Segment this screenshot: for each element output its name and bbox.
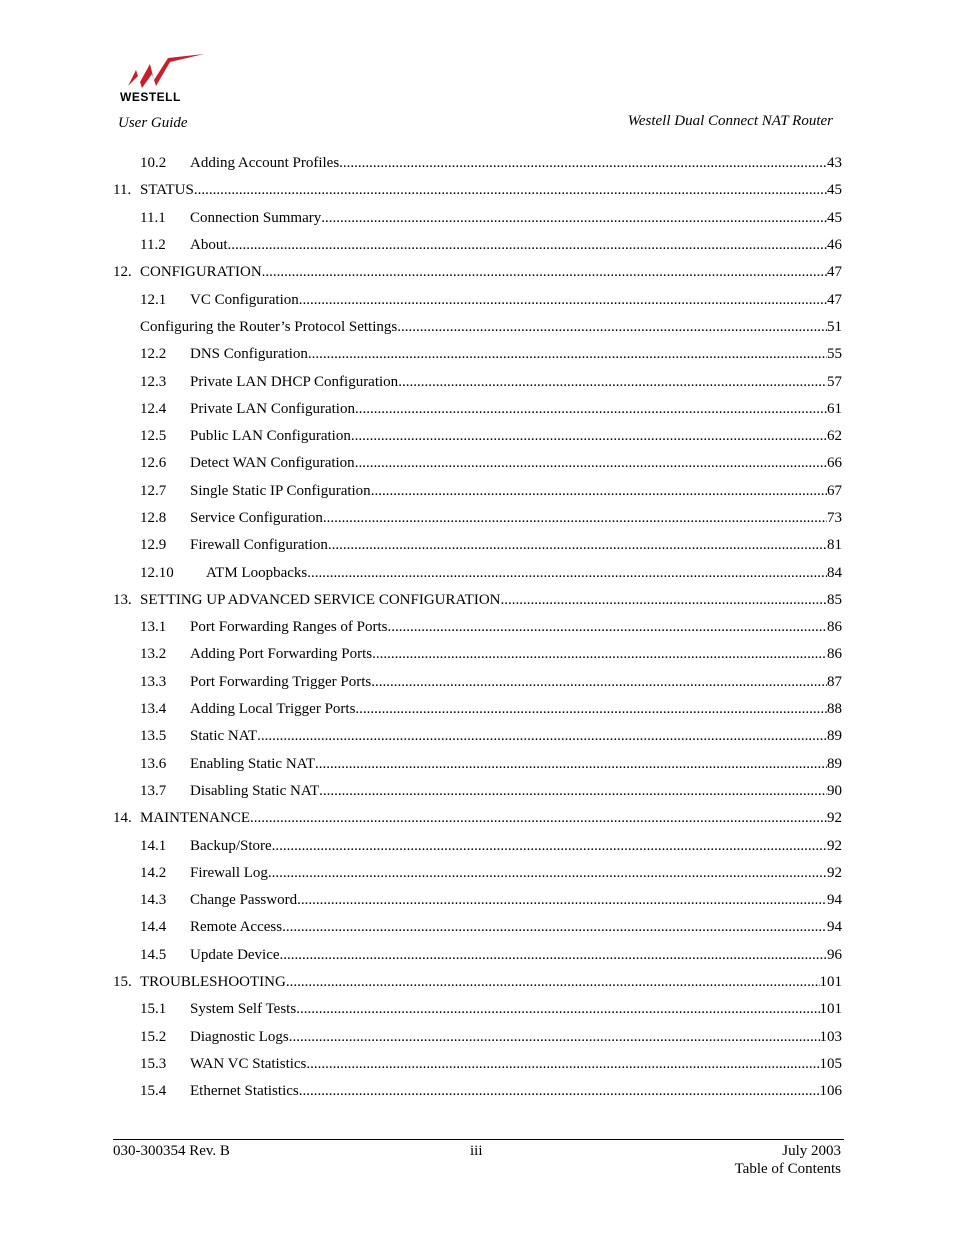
toc-entry-title: Port Forwarding Ranges of Ports: [190, 619, 388, 636]
toc-entry[interactable]: [113, 532, 842, 559]
toc-leader-dots: [282, 919, 827, 936]
toc-entry-number: 11.1: [140, 209, 166, 226]
toc-entry-page: 96: [827, 946, 842, 963]
toc-entry-title: Service Configuration: [190, 510, 323, 526]
toc-entry-title: Configuring the Router’s Protocol Settings: [140, 318, 398, 335]
toc-entry-title: TROUBLESHOOTING: [140, 974, 286, 991]
toc-entry-title: Private LAN DHCP Configuration: [190, 373, 399, 390]
toc-entry-number: 10.2: [140, 155, 167, 172]
toc-entry-page: 101: [819, 974, 842, 991]
toc-entry-title: Ethernet Statistics: [190, 1083, 299, 1100]
toc-entry-title: Diagnostic Logs: [190, 1028, 289, 1045]
toc-entry-title: Public LAN Configuration: [190, 428, 351, 445]
toc-entry-number: 12.: [113, 264, 132, 281]
toc-entry-page: 62: [827, 428, 842, 445]
toc-entry-title: Update Device: [190, 946, 280, 963]
toc-entry-title: Firewall Configuration: [190, 537, 328, 554]
toc-entry[interactable]: [113, 314, 842, 341]
toc-entry-title: ATM Loopbacks: [206, 564, 308, 581]
toc-entry[interactable]: [113, 1024, 842, 1051]
toc-entry-page: 90: [827, 782, 842, 799]
toc-entry-number: 12.2: [140, 346, 167, 363]
toc-entry-number: 15.2: [140, 1028, 167, 1045]
toc-leader-dots: [296, 1001, 819, 1018]
toc-entry-page: 43: [827, 155, 842, 172]
toc-entry-title: Static NAT: [190, 728, 258, 745]
toc-entry[interactable]: [113, 341, 842, 368]
toc-entry-page: 94: [827, 919, 842, 936]
toc-entry-number: 13.7: [140, 782, 167, 799]
toc-entry-number: 13.5: [140, 728, 167, 745]
toc-entry[interactable]: [113, 1051, 842, 1078]
toc-leader-dots: [355, 701, 827, 718]
toc-entry-page: 89: [827, 755, 842, 772]
toc-leader-dots: [268, 865, 827, 882]
toc-entry-page: 45: [827, 209, 842, 226]
toc-leader-dots: [323, 510, 827, 527]
toc-entry[interactable]: [113, 669, 842, 696]
toc-entry-page: 87: [827, 673, 842, 690]
toc-entry-title: Private LAN Configuration: [190, 400, 355, 417]
toc-entry-title: STATUS: [140, 182, 194, 199]
toc-entry-number: 13.4: [140, 701, 167, 718]
toc-entry-number: 12.9: [140, 537, 167, 554]
toc-entry-number: 14.2: [140, 864, 167, 881]
toc-entry-title: Change Password: [190, 892, 298, 909]
toc-entry[interactable]: [113, 723, 842, 750]
toc-entry[interactable]: [113, 641, 842, 668]
toc-leader-dots: [262, 264, 827, 281]
toc-entry-title: Port Forwarding Trigger Ports: [190, 673, 372, 690]
toc-entry-number: 12.10: [140, 564, 174, 581]
toc-entry-page: 86: [827, 619, 842, 636]
toc-entry[interactable]: [113, 259, 842, 286]
toc-leader-dots: [371, 674, 827, 691]
toc-leader-dots: [297, 892, 827, 909]
footer-doc-number: 030-300354 Rev. B: [113, 1143, 230, 1159]
toc-entry-title: Adding Port Forwarding Ports: [190, 646, 373, 663]
toc-leader-dots: [500, 592, 827, 609]
toc-entry[interactable]: [113, 505, 842, 532]
toc-entry-number: 15.1: [140, 1001, 167, 1018]
toc-entry-page: 73: [827, 510, 842, 526]
toc-entry[interactable]: [113, 396, 842, 423]
toc-entry[interactable]: [113, 914, 842, 941]
toc-entry[interactable]: [113, 805, 842, 832]
toc-entry-number: 13.2: [140, 646, 167, 663]
toc-entry-number: 11.: [113, 182, 132, 199]
toc-entry[interactable]: [113, 478, 842, 505]
header-product-name: Westell Dual Connect NAT Router: [627, 113, 833, 129]
toc-entry-page: 45: [827, 182, 842, 199]
toc-entry[interactable]: [113, 1078, 842, 1105]
toc-entry-title: WAN VC Statistics: [190, 1055, 307, 1072]
toc-leader-dots: [388, 619, 828, 636]
toc-leader-dots: [194, 182, 827, 199]
toc-entry-title: MAINTENANCE: [140, 810, 250, 827]
toc-entry-title: Single Static IP Configuration: [190, 482, 371, 499]
toc-leader-dots: [398, 374, 827, 391]
toc-leader-dots: [328, 537, 827, 554]
toc-leader-dots: [355, 401, 827, 418]
toc-leader-dots: [257, 728, 827, 745]
toc-entry-title: VC Configuration: [190, 291, 299, 308]
toc-leader-dots: [308, 346, 827, 363]
toc-entry[interactable]: [113, 942, 842, 969]
toc-entry-page: 94: [827, 892, 842, 909]
toc-entry-title: About: [190, 237, 228, 254]
toc-entry-page: 67: [827, 482, 842, 499]
toc-entry-page: 88: [827, 701, 842, 718]
toc-entry-title: DNS Configuration: [190, 346, 308, 363]
toc-entry-title: Enabling Static NAT: [190, 755, 315, 772]
toc-entry[interactable]: [113, 177, 842, 204]
toc-leader-dots: [289, 1029, 820, 1046]
toc-entry[interactable]: [113, 860, 842, 887]
toc-entry[interactable]: [113, 150, 842, 177]
toc-leader-dots: [371, 483, 827, 500]
toc-leader-dots: [372, 646, 827, 663]
toc-entry-number: 13.3: [140, 673, 167, 690]
toc-entry-number: 12.5: [140, 428, 167, 445]
toc-entry-page: 86: [827, 646, 842, 663]
toc-entry-title: Adding Local Trigger Ports: [190, 701, 356, 718]
toc-entry-number: 13.1: [140, 619, 167, 636]
toc-entry-page: 51: [827, 318, 842, 335]
toc-entry[interactable]: [113, 614, 842, 641]
toc-entry[interactable]: [113, 423, 842, 450]
toc-entry-title: Adding Account Profiles: [190, 155, 340, 172]
toc-entry-title: System Self Tests: [190, 1001, 297, 1018]
toc-entry-number: 14.3: [140, 892, 167, 909]
toc-entry-page: 101: [819, 1001, 842, 1018]
toc-leader-dots: [315, 756, 827, 773]
toc-entry[interactable]: [113, 205, 842, 232]
toc-entry-number: 12.7: [140, 482, 167, 499]
toc-entry-title: SETTING UP ADVANCED SERVICE CONFIGURATION: [140, 591, 501, 608]
toc-entry-page: 81: [827, 537, 842, 554]
toc-entry[interactable]: [113, 996, 842, 1023]
toc-leader-dots: [299, 292, 827, 309]
toc-leader-dots: [272, 838, 827, 855]
footer-divider: [113, 1139, 844, 1140]
toc-entry-number: 13.: [113, 591, 132, 608]
toc-leader-dots: [299, 1083, 820, 1100]
toc-leader-dots: [319, 783, 827, 800]
toc-entry[interactable]: [113, 286, 842, 313]
toc-entry-number: 12.3: [140, 373, 167, 390]
toc-leader-dots: [339, 155, 827, 172]
toc-entry-page: 47: [827, 291, 842, 308]
toc-entry-page: 92: [827, 810, 842, 827]
toc-entry-number: 14.4: [140, 919, 167, 936]
toc-entry[interactable]: [113, 832, 842, 859]
toc-entry[interactable]: [113, 751, 842, 778]
toc-entry[interactable]: [113, 969, 842, 996]
toc-entry-number: 13.6: [140, 755, 167, 772]
toc-entry-number: 14.5: [140, 946, 167, 963]
toc-entry-number: 12.6: [140, 455, 167, 472]
toc-entry-number: 14.1: [140, 837, 167, 854]
toc-leader-dots: [286, 974, 820, 991]
toc-leader-dots: [307, 565, 827, 582]
toc-entry-page: 106: [819, 1083, 842, 1100]
toc-leader-dots: [355, 455, 827, 472]
toc-entry[interactable]: [113, 450, 842, 477]
toc-entry-title: Detect WAN Configuration: [190, 455, 355, 472]
toc-entry-title: Remote Access: [190, 919, 283, 936]
toc-entry-number: 15.: [113, 974, 132, 991]
toc-leader-dots: [351, 428, 827, 445]
toc-entry-page: 55: [827, 346, 842, 363]
toc-entry[interactable]: [113, 696, 842, 723]
toc-entry-page: 85: [827, 591, 842, 608]
toc-entry[interactable]: [113, 887, 842, 914]
logo-wordmark: WESTELL: [120, 90, 181, 104]
toc-entry-page: 61: [827, 400, 842, 417]
toc-entry-number: 14.: [113, 810, 132, 827]
toc-leader-dots: [397, 319, 827, 336]
toc-entry[interactable]: [113, 232, 842, 259]
toc-entry-page: 92: [827, 864, 842, 881]
toc-entry-number: 12.4: [140, 400, 167, 417]
footer-date: July 2003: [782, 1143, 841, 1159]
toc-entry[interactable]: [113, 368, 842, 395]
toc-entry-page: 89: [827, 728, 842, 745]
toc-entry[interactable]: [113, 778, 842, 805]
toc-entry-title: Backup/Store: [190, 837, 272, 854]
toc-entry-number: 12.8: [140, 510, 167, 526]
toc-entry-page: 92: [827, 837, 842, 854]
toc-entry-number: 12.1: [140, 291, 167, 308]
toc-leader-dots: [228, 237, 828, 254]
footer-page-number: iii: [470, 1143, 483, 1159]
toc-entry[interactable]: [113, 559, 842, 586]
toc-entry-page: 103: [819, 1028, 842, 1045]
toc-entry-title: Connection Summary: [190, 209, 322, 226]
header-doc-type: User Guide: [118, 115, 188, 131]
toc-leader-dots: [280, 947, 827, 964]
toc-entry-page: 84: [827, 564, 842, 581]
table-of-contents: [113, 150, 842, 1105]
toc-leader-dots: [321, 210, 827, 227]
toc-entry-page: 66: [827, 455, 842, 472]
toc-entry-title: Firewall Log: [190, 864, 268, 881]
toc-entry-page: 46: [827, 237, 842, 254]
toc-entry-title: CONFIGURATION: [140, 264, 262, 281]
footer-section: Table of Contents: [734, 1161, 841, 1177]
toc-entry-page: 47: [827, 264, 842, 281]
toc-entry-page: 105: [819, 1055, 842, 1072]
westell-logo-mark-icon: [118, 52, 208, 92]
toc-leader-dots: [306, 1056, 819, 1073]
toc-entry[interactable]: [113, 587, 842, 614]
toc-entry-number: 11.2: [140, 237, 166, 254]
toc-entry-number: 15.3: [140, 1055, 167, 1072]
toc-entry-page: 57: [827, 373, 842, 390]
toc-entry-title: Disabling Static NAT: [190, 782, 320, 799]
toc-entry-number: 15.4: [140, 1083, 167, 1100]
westell-logo: [118, 52, 208, 112]
toc-leader-dots: [250, 810, 827, 827]
